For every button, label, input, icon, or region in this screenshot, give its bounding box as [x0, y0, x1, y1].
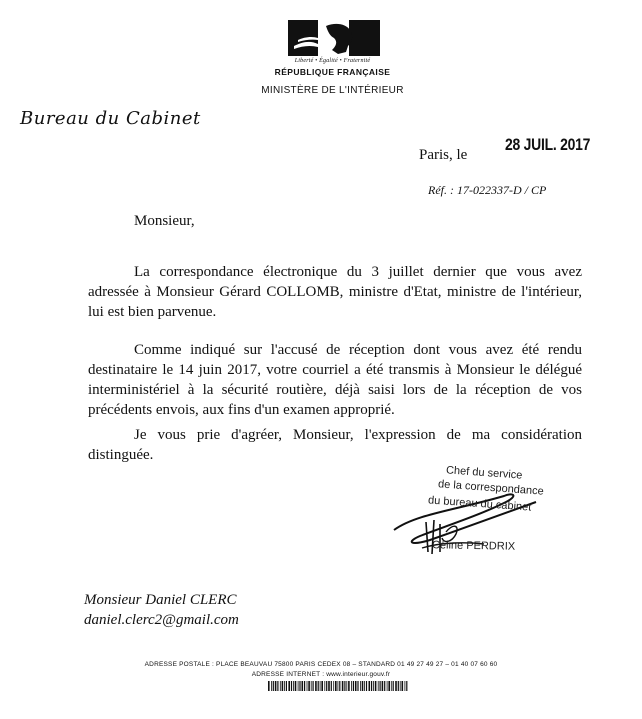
footer-internet-address: ADRESSE INTERNET : www.interieur.gouv.fr	[251, 671, 391, 678]
salutation: Monsieur,	[134, 213, 195, 229]
reference-number: Réf. : 17-022337-D / CP	[428, 183, 547, 197]
recipient-name: Monsieur Daniel CLERC	[84, 592, 237, 608]
bureau-heading: Bureau du Cabinet	[20, 108, 201, 129]
footer-postal-address: ADRESSE POSTALE : PLACE BEAUVAU 75800 PARIS CEDEX 08 – STANDARD 01 49 27 49 27 – 01 40 07 60 60	[144, 661, 498, 668]
place-label: Paris, le	[419, 147, 468, 163]
signature-title-line: de la correspondance	[437, 478, 545, 498]
letter-paragraph: La correspondance électronique du 3 juillet dernier que vous avez adressée à Monsieur Gérard COLLOMB, ministre d'Etat, ministre de l'intérieur, lui est bien parvenue.	[88, 264, 582, 320]
signatory-name: Céline PERDRIX	[431, 539, 516, 553]
republic-motto: Liberté • Égalité • Fraternité	[294, 58, 371, 64]
ministry-title: MINISTÈRE DE L'INTÉRIEUR	[261, 85, 404, 96]
signature-title-line: du bureau du cabinet	[427, 494, 532, 514]
marianne-logo	[288, 20, 380, 56]
letter-paragraph: Je vous prie d'agréer, Monsieur, l'expression de ma considération distinguée.	[88, 427, 582, 463]
recipient-block	[84, 590, 239, 630]
barcode	[268, 681, 408, 691]
letter-paragraph: Comme indiqué sur l'accusé de réception dont vous avez été rendu destinataire le 14 juin 2017, votre courriel a été transmis à Monsieur le délégué interministériel à la sécurité routière, déjà saisi lors de la réception de vos précédents envois, aux fins d'un examen approprié.	[88, 342, 582, 418]
republic-title: RÉPUBLIQUE FRANÇAISE	[274, 67, 391, 77]
recipient-email: daniel.clerc2@gmail.com	[84, 612, 239, 628]
date-stamp: 28 JUIL. 2017	[505, 135, 591, 154]
signature-title-line: Chef du service	[445, 464, 523, 482]
